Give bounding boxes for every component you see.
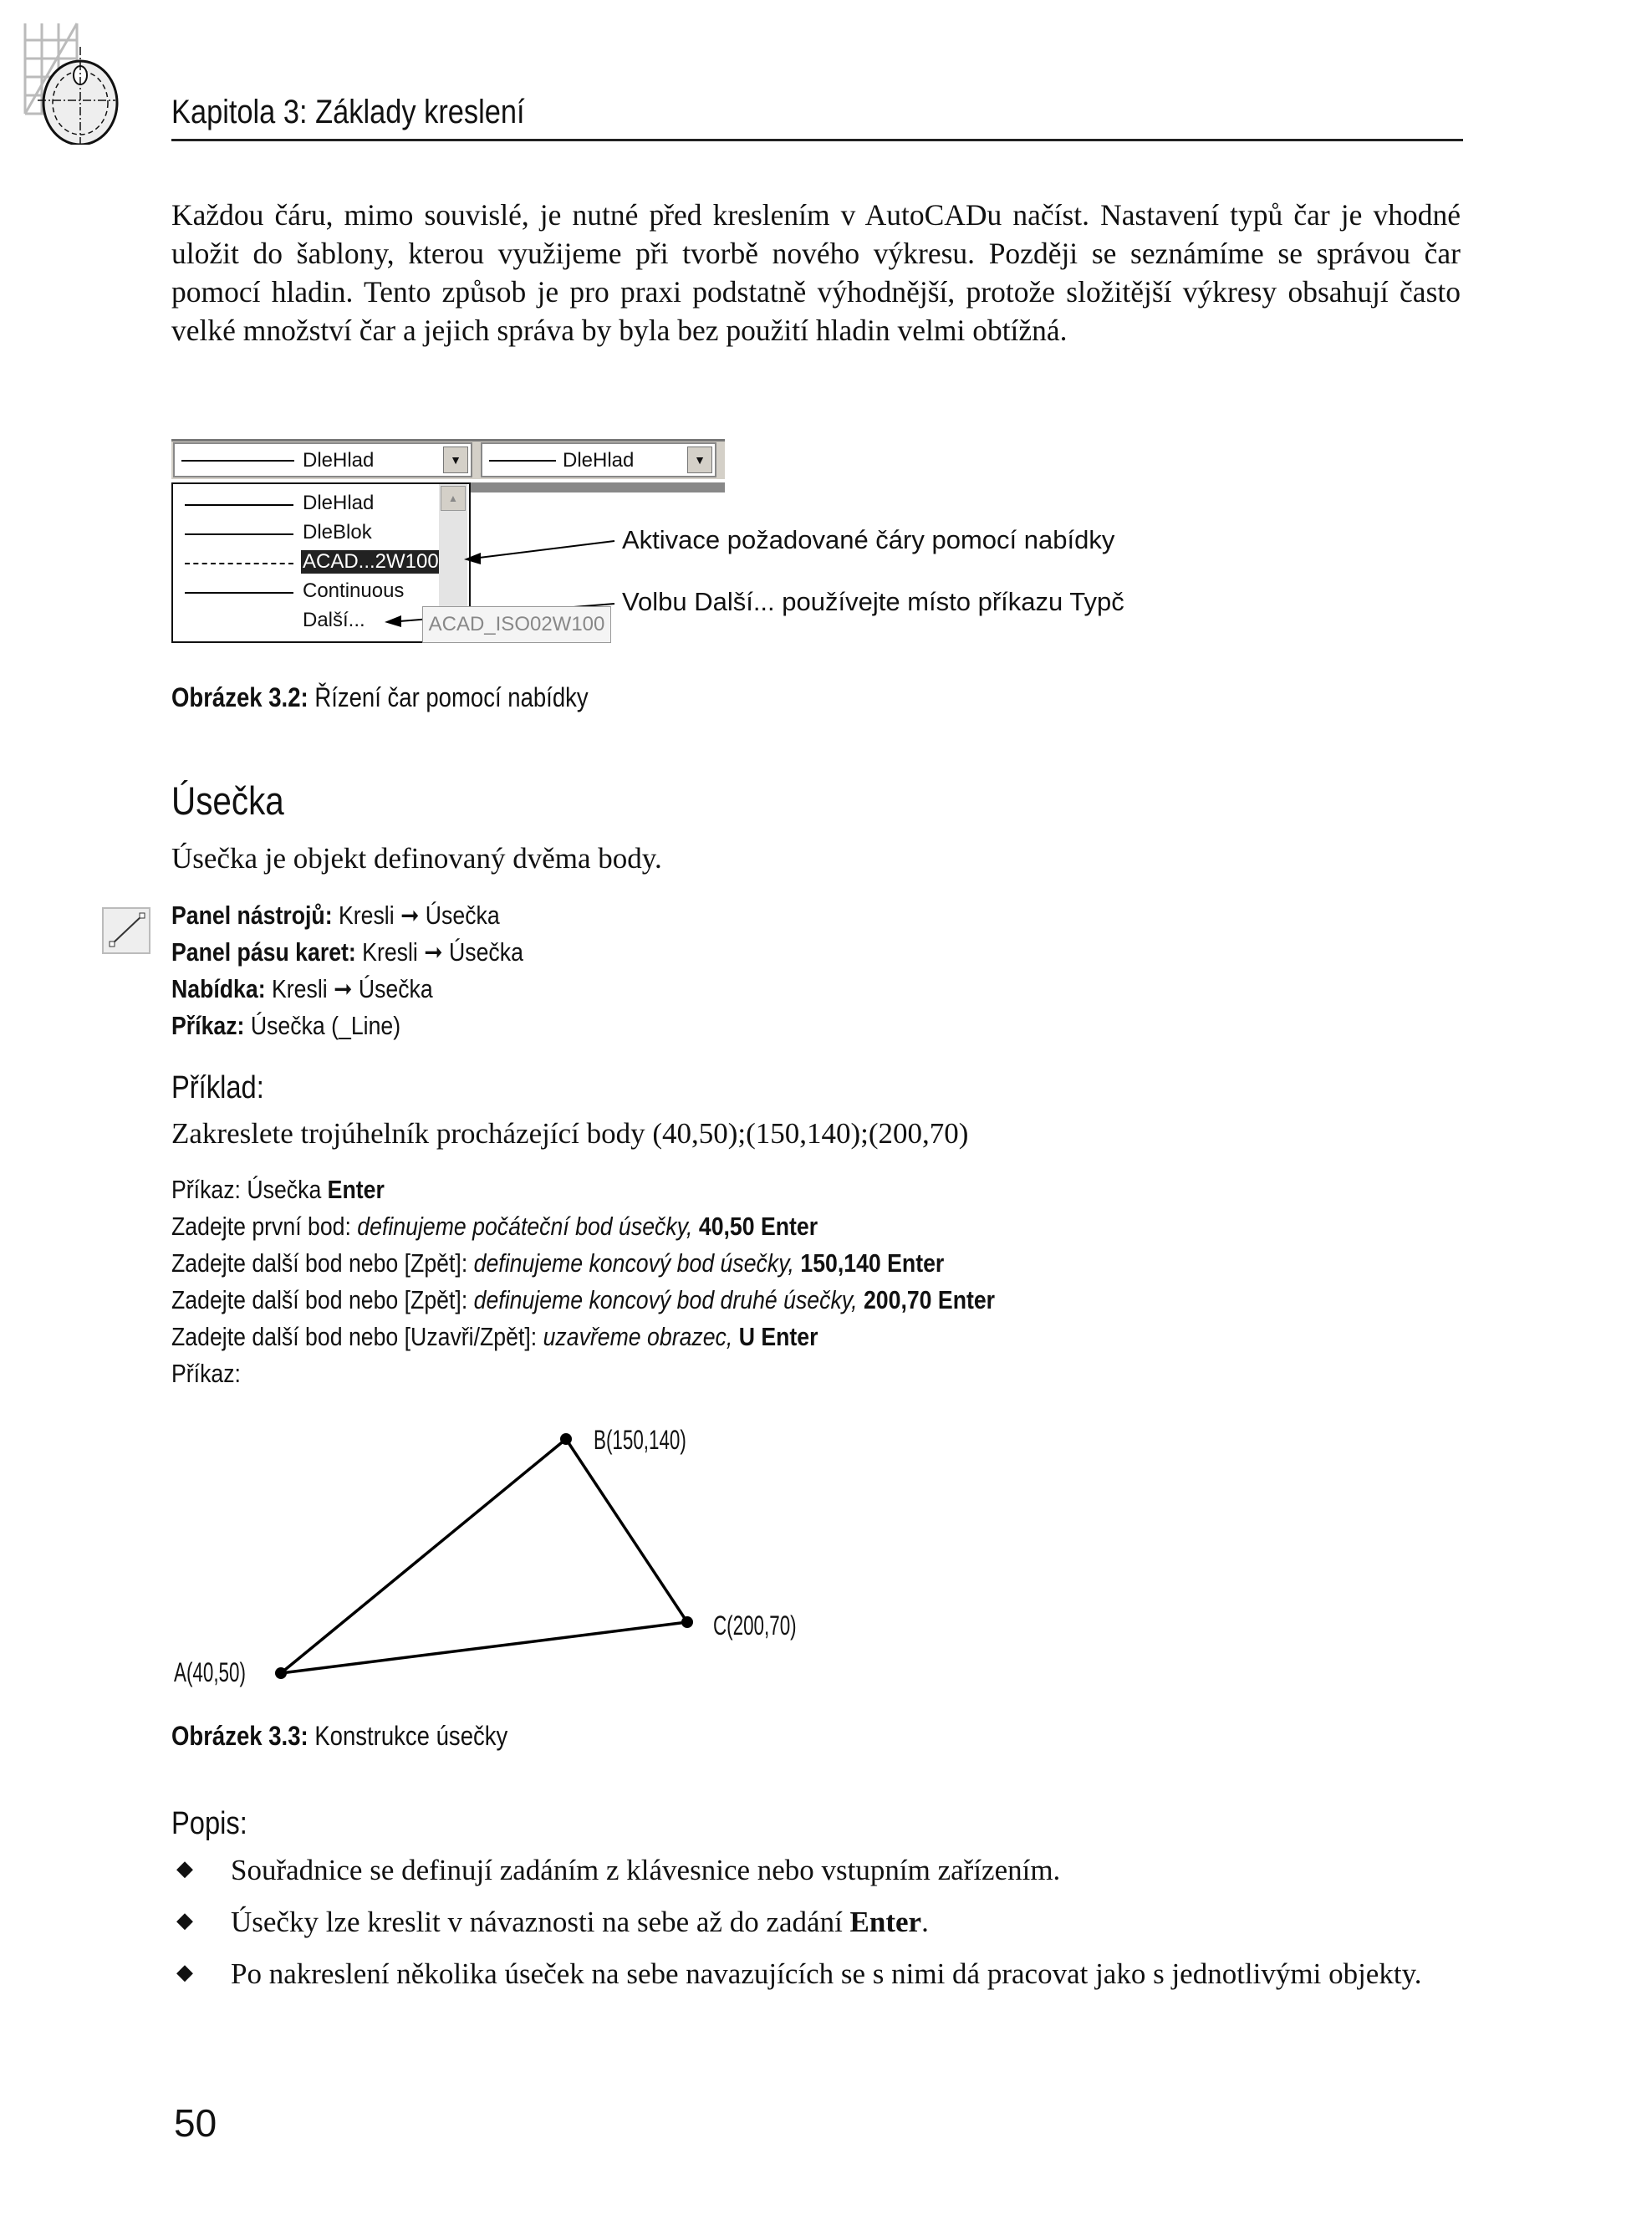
command-line: Příkaz:	[171, 1359, 241, 1388]
chapter-title: Kapitola 3: Základy kreslení	[171, 94, 525, 130]
example-heading: Příklad:	[171, 1070, 264, 1105]
combo-value: DleHlad	[563, 449, 635, 472]
scroll-up-icon[interactable]: ▲	[441, 486, 466, 511]
bullet-diamond-icon: ◆	[176, 1856, 193, 1881]
command-line: Zadejte další bod nebo [Uzavři/Zpět]: uzavřeme obrazec, U Enter	[171, 1322, 818, 1351]
combo-value: DleHlad	[303, 449, 375, 472]
point-b	[560, 1433, 572, 1445]
section-heading: Úsečka	[171, 778, 284, 823]
access-menu: Nabídka: Kresli ➞ Úsečka	[171, 974, 433, 1003]
list-item[interactable]: DleBlok	[173, 518, 441, 549]
point-a	[275, 1667, 287, 1679]
command-line: Příkaz: Úsečka Enter	[171, 1175, 385, 1204]
point-b-label: B(150,140)	[594, 1425, 686, 1455]
section-description: Úsečka je objekt definovaný dvěma body.	[171, 842, 662, 875]
access-command: Příkaz: Úsečka (_Line)	[171, 1011, 401, 1040]
point-a-label: A(40,50)	[174, 1657, 246, 1687]
list-item-selected[interactable]: ACAD...2W100	[173, 548, 441, 578]
page-number: 50	[174, 2101, 217, 2145]
point-c	[681, 1616, 693, 1628]
list-item[interactable]: Continuous	[173, 577, 441, 607]
intro-paragraph: Každou čáru, mimo souvislé, je nutné před kreslením v AutoCADu načíst. Nastavení typů čar je vhodné uložit do šablony, kterou využijeme při tvorbě nového výkresu. Později se seznámíme se správou čar pomocí hladin. Tento způsob je pro praxi podstatně výhodnější, protože složitější výkresy obsahují často velké množství čar a jejich správa by byla bez použití hladin velmi obtížná.	[171, 198, 1461, 347]
annotation-arrows	[0, 0, 1652, 669]
figure-caption: Obrázek 3.3: Konstrukce úsečky	[171, 1721, 508, 1751]
tooltip: ACAD_ISO02W100	[422, 606, 611, 643]
description-heading: Popis:	[171, 1806, 247, 1841]
point-c-label: C(200,70)	[713, 1610, 797, 1641]
annotation-1: Aktivace požadované čáry pomocí nabídky	[622, 525, 1115, 554]
list-item[interactable]: DleHlad	[173, 489, 441, 519]
annotation-2: Volbu Další... používejte místo příkazu Typč	[622, 587, 1124, 616]
dropdown-arrow-icon[interactable]: ▼	[443, 447, 468, 473]
list-item[interactable]: Další...	[303, 609, 365, 631]
figure-caption: Obrázek 3.2: Řízení čar pomocí nabídky	[171, 682, 589, 712]
command-line: Zadejte další bod nebo [Zpět]: definujeme koncový bod druhé úsečky, 200,70 Enter	[171, 1285, 996, 1314]
access-ribbon: Panel pásu karet: Kresli ➞ Úsečka	[171, 937, 523, 967]
triangle-figure	[0, 1405, 920, 1714]
bullet-text: Úsečky lze kreslit v návaznosti na sebe až do zadání Enter.	[231, 1906, 929, 1938]
bullet-diamond-icon: ◆	[176, 1908, 193, 1932]
access-toolbar: Panel nástrojů: Kresli ➞ Úsečka	[171, 901, 500, 930]
dropdown-arrow-icon[interactable]: ▼	[687, 447, 712, 473]
example-task: Zakreslete trojúhelník procházející body (40,50);(150,140);(200,70)	[171, 1117, 969, 1150]
command-line: Zadejte další bod nebo [Zpět]: definujeme koncový bod úsečky, 150,140 Enter	[171, 1248, 945, 1278]
triangle-lines	[281, 1439, 687, 1673]
bullet-text: Souřadnice se definují zadáním z klávesnice nebo vstupním zařízením.	[231, 1854, 1061, 1886]
bullet-text: Po nakreslení několika úseček na sebe navazujících se s nimi dá pracovat jako s jednotlivými objekty.	[231, 1957, 1422, 1990]
line-tool-icon[interactable]	[102, 907, 152, 955]
bullet-diamond-icon: ◆	[176, 1960, 193, 1984]
command-line: Zadejte první bod: definujeme počáteční bod úsečky, 40,50 Enter	[171, 1212, 818, 1241]
